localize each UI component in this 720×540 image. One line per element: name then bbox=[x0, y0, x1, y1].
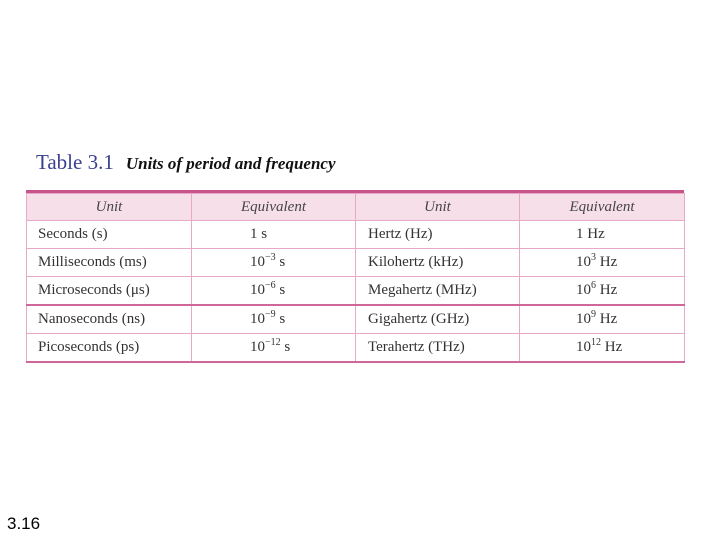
frequency-equivalent-cell bbox=[520, 221, 685, 249]
frequency-equivalent-base: 10 bbox=[576, 339, 591, 355]
table-row bbox=[27, 305, 685, 334]
period-equivalent-suffix: s bbox=[275, 311, 286, 327]
frequency-equivalent-suffix: Hz bbox=[596, 282, 618, 298]
period-unit-cell: Nanoseconds (ns) bbox=[27, 305, 192, 334]
frequency-equivalent-exponent: 6 bbox=[591, 280, 596, 291]
period-unit-cell: Milliseconds (ms) bbox=[27, 249, 192, 277]
period-unit-cell: Microseconds (μs) bbox=[27, 277, 192, 306]
frequency-equivalent-suffix: Hz bbox=[596, 254, 618, 270]
table-caption bbox=[36, 150, 336, 175]
table-row bbox=[27, 249, 685, 277]
table-row bbox=[27, 334, 685, 363]
table-number: Table 3.1 bbox=[36, 150, 114, 174]
frequency-unit-cell: Gigahertz (GHz) bbox=[356, 305, 520, 334]
period-equivalent-exponent: −12 bbox=[265, 337, 281, 348]
period-unit-cell: Seconds (s) bbox=[27, 221, 192, 249]
header-unit-period: Unit bbox=[27, 194, 192, 221]
period-equivalent-cell bbox=[192, 221, 356, 249]
period-equivalent-suffix: s bbox=[275, 254, 286, 270]
period-equivalent-exponent: −6 bbox=[265, 280, 276, 291]
period-equivalent-suffix: s bbox=[280, 339, 291, 355]
frequency-equivalent-exponent: 12 bbox=[591, 337, 601, 348]
slide-number: 3.16 bbox=[7, 514, 41, 533]
frequency-equivalent-exponent: 9 bbox=[591, 309, 596, 320]
period-unit-cell: Picoseconds (ps) bbox=[27, 334, 192, 363]
frequency-equivalent-cell bbox=[520, 277, 685, 306]
units-table bbox=[26, 193, 685, 363]
table-row bbox=[27, 221, 685, 249]
frequency-equivalent-cell bbox=[520, 305, 685, 334]
header-unit-frequency: Unit bbox=[356, 194, 520, 221]
period-equivalent-base: 10 bbox=[250, 282, 265, 298]
period-equivalent-base: 10 bbox=[250, 311, 265, 327]
frequency-equivalent-suffix: Hz bbox=[596, 311, 618, 327]
period-equivalent-cell bbox=[192, 305, 356, 334]
frequency-equivalent-base: 10 bbox=[576, 282, 591, 298]
frequency-unit-cell: Hertz (Hz) bbox=[356, 221, 520, 249]
frequency-unit-cell: Kilohertz (kHz) bbox=[356, 249, 520, 277]
frequency-equivalent-suffix: Hz bbox=[601, 339, 623, 355]
period-equivalent-suffix: s bbox=[275, 282, 286, 298]
table-row bbox=[27, 277, 685, 306]
frequency-unit-cell: Terahertz (THz) bbox=[356, 334, 520, 363]
frequency-equivalent-base: 10 bbox=[576, 311, 591, 327]
period-equivalent-exponent: −9 bbox=[265, 309, 276, 320]
table-header-row bbox=[27, 194, 685, 221]
period-equivalent-base: 10 bbox=[250, 339, 265, 355]
period-equivalent-base: 10 bbox=[250, 254, 265, 270]
period-equivalent-cell bbox=[192, 334, 356, 363]
header-equivalent-frequency: Equivalent bbox=[520, 194, 685, 221]
frequency-equivalent-base: 10 bbox=[576, 254, 591, 270]
period-equivalent-exponent: −3 bbox=[265, 252, 276, 263]
frequency-equivalent-exponent: 3 bbox=[591, 252, 596, 263]
period-equivalent-cell bbox=[192, 277, 356, 306]
period-equivalent-cell bbox=[192, 249, 356, 277]
frequency-unit-cell: Megahertz (MHz) bbox=[356, 277, 520, 306]
frequency-equivalent-base: 1 Hz bbox=[576, 226, 605, 242]
frequency-equivalent-cell bbox=[520, 249, 685, 277]
frequency-equivalent-cell bbox=[520, 334, 685, 363]
period-equivalent-base: 1 s bbox=[250, 226, 268, 242]
table-title: Units of period and frequency bbox=[125, 154, 336, 173]
units-table-container bbox=[26, 190, 684, 363]
header-equivalent-period: Equivalent bbox=[192, 194, 356, 221]
